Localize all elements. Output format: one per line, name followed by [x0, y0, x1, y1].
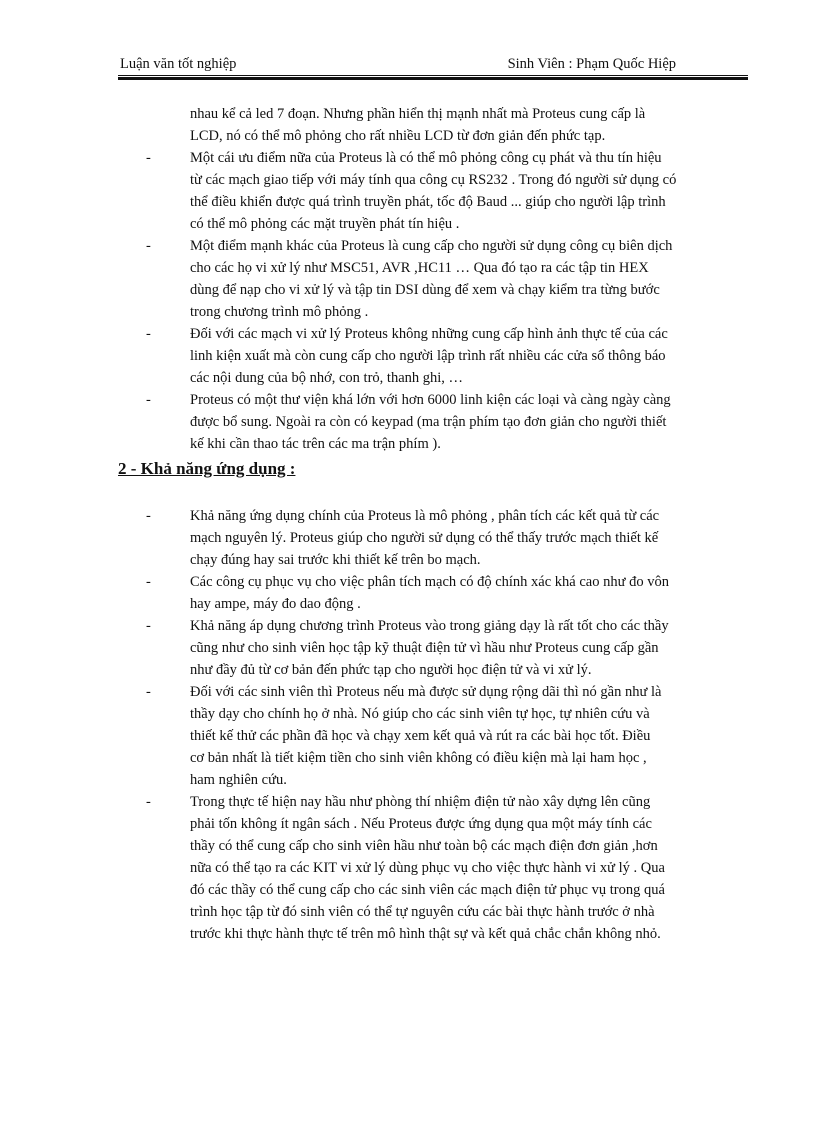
list-item-line: Đối với các sinh viên thì Proteus nếu mà được sử dụng rộng dãi thì nó gần như là: [190, 684, 662, 700]
list-item-line: Các công cụ phục vụ cho việc phân tích mạch có độ chính xác khá cao như đo vôn: [190, 574, 669, 590]
list-item-line: như đầy đủ từ cơ bản đến phức tạp cho người học điện tử và vi xử lý.: [190, 662, 592, 678]
list-item-line: có thể mô phỏng các mặt truyền phát tín hiệu .: [190, 216, 460, 232]
header-left-title: Luận văn tốt nghiệp: [120, 56, 237, 72]
header-rule-thick: [118, 77, 748, 80]
header-right-author: Sinh Viên : Phạm Quốc Hiệp: [507, 56, 676, 72]
list-item-line: được bổ sung. Ngoài ra còn có keypad (ma trận phím tạo đơn giản cho người thiết: [190, 414, 667, 430]
list-item-line: trước khi thực hành thực tế trên mô hình thật sự và kết quả chắc chắn không nhỏ.: [190, 926, 661, 942]
list-item-line: thiết kế thử các phần đã học và chạy xem kết quả và rút ra các bài học tốt. Điều: [190, 728, 651, 744]
list-item-line: Một cái ưu điểm nữa của Proteus là có thể mô phỏng công cụ phát và thu tín hiệu: [190, 150, 662, 166]
section-heading: 2 - Khả năng ứng dụng :: [118, 459, 296, 478]
paragraph-line: LCD, nó có thể mô phỏng cho rất nhiều LCD từ đơn giản đến phức tạp.: [190, 128, 606, 144]
bullet-dash: -: [146, 392, 151, 408]
list-item-line: kế khi cần thao tác trên các ma trận phím ).: [190, 436, 441, 452]
bullet-dash: -: [146, 574, 151, 590]
paragraph-line: nhau kể cả led 7 đoạn. Nhưng phần hiển thị mạnh nhất mà Proteus cung cấp là: [190, 106, 646, 122]
list-item-line: từ các mạch giao tiếp với máy tính qua công cụ RS232 . Trong đó người sử dụng có: [190, 172, 677, 188]
bullet-dash: -: [146, 618, 151, 634]
list-item-line: nữa có thể tạo ra các KIT vi xử lý dùng phục vụ cho việc thực hành vi xử lý . Qua: [190, 860, 665, 876]
list-item-line: Trong thực tế hiện nay hầu như phòng thí nhiệm điện tử nào xây dựng lên cũng: [190, 794, 651, 810]
list-item-line: chạy đúng hay sai trước khi thiết kế trên bo mạch.: [190, 552, 481, 568]
list-item-line: Một điểm mạnh khác của Proteus là cung cấp cho người sử dụng công cụ biên dịch: [190, 238, 673, 254]
list-item-line: thầy có thể cung cấp cho sinh viên hầu như toàn bộ các mạch điện đơn giản ,hơn: [190, 838, 658, 854]
list-item-line: Khả năng áp dụng chương trình Proteus vào trong giảng dạy là rất tốt cho các thầy: [190, 618, 669, 634]
list-item-line: thầy dạy cho chính họ ở nhà. Nó giúp cho các sinh viên tự học, tự nhiên cứu và: [190, 706, 650, 722]
list-item-line: cơ bản nhất là tiết kiệm tiền cho sinh viên không có điều kiện mà lại ham học ,: [190, 750, 647, 766]
list-item-line: trong chương trình mô phỏng .: [190, 304, 369, 320]
list-item-line: cho các họ vi xử lý như MSC51, AVR ,HC11 … Qua đó tạo ra các tập tin HEX: [190, 260, 649, 276]
list-item-line: cũng như cho sinh viên học tập kỹ thuật điện tử vì hầu như Proteus cung cấp gần: [190, 640, 659, 656]
list-item-line: đó các thầy có thể cung cấp cho các sinh viên các mạch điện tử phục vụ trong quá: [190, 882, 665, 898]
list-item-line: Proteus có một thư viện khá lớn với hơn 6000 linh kiện các loại và càng ngày càng: [190, 392, 671, 408]
bullet-dash: -: [146, 794, 151, 810]
list-item-line: thể điều khiển được quá trình truyền phát, tốc độ Baud ... giúp cho người lập trình: [190, 194, 666, 210]
list-item-line: ham nghiên cứu.: [190, 772, 287, 788]
list-item-line: Đối với các mạch vi xử lý Proteus không những cung cấp hình ảnh thực tế của các: [190, 326, 668, 342]
header-rule-thin: [118, 75, 748, 76]
list-item-line: trình học tập từ đó sinh viên có thể tự nguyên cứu các bài thực hành trước ở nhà: [190, 904, 655, 920]
list-item-line: linh kiện xuất mà còn cung cấp cho người lập trình rất nhiều các cửa sổ thông báo: [190, 348, 666, 364]
page-header: [120, 56, 676, 76]
list-item-line: phải tốn không ít ngân sách . Nếu Proteus được ứng dụng qua một máy tính các: [190, 816, 652, 832]
list-item-line: hay ampe, máy đo dao động .: [190, 596, 361, 612]
bullet-dash: -: [146, 238, 151, 254]
list-item-line: các nội dung của bộ nhớ, con trỏ, thanh ghi, …: [190, 370, 464, 386]
list-item-line: mạch nguyên lý. Proteus giúp cho người sử dụng có thể thấy trước mạch thiết kế: [190, 530, 659, 546]
bullet-dash: -: [146, 326, 151, 342]
bullet-dash: -: [146, 684, 151, 700]
bullet-dash: -: [146, 150, 151, 166]
list-item-line: dùng để nạp cho vi xử lý và tập tin DSI dùng để xem và chạy kiểm tra từng bước: [190, 282, 660, 298]
list-item-line: Khả năng ứng dụng chính của Proteus là mô phỏng , phân tích các kết quả từ các: [190, 508, 660, 524]
bullet-dash: -: [146, 508, 151, 524]
